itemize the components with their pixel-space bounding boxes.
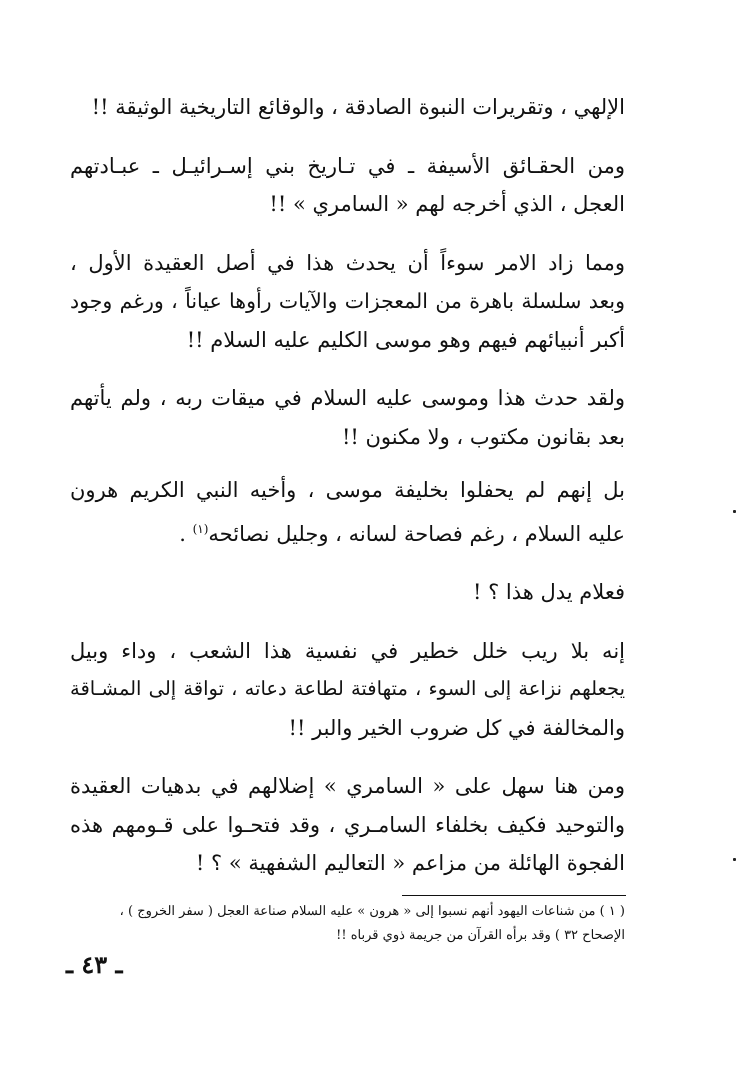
paragraph-line: بل إنهم لم يحفلوا بخليفة موسى ، وأخيه النبي الكريم هرون bbox=[70, 478, 625, 502]
page-number: ـ ٤٣ ـ bbox=[66, 950, 123, 979]
paragraph-line: وبعد سلسلة باهرة من المعجزات والآيات رأوها عياناً ، ورغم وجود bbox=[70, 289, 625, 313]
paragraph-tail: . bbox=[179, 521, 193, 546]
paragraph-6 bbox=[70, 573, 625, 612]
paragraph-line: والتوحيد فكيف بخلفاء السامـري ، وقد فتحـوا على قـومهم هذه bbox=[70, 812, 625, 837]
margin-speck bbox=[733, 858, 736, 861]
margin-speck bbox=[733, 510, 736, 513]
paragraph-line: ومما زاد الامر سوءاً أن يحدث هذا في أصل العقيدة الأول ، bbox=[70, 250, 625, 275]
footnote-line: الإصحاح ٣٢ ) وقد برأه القرآن من جريمة ذوي قرباه !! bbox=[336, 928, 625, 943]
paragraph-2 bbox=[70, 147, 625, 224]
footnote-reference[interactable]: (١) bbox=[192, 521, 209, 536]
paragraph-line: العجل ، الذي أخرجه لهم « السامري » !! bbox=[269, 192, 625, 216]
paragraph-line: الإلهي ، وتقريرات النبوة الصادقة ، والوقائع التاريخية الوثيقة !! bbox=[91, 95, 625, 119]
paragraph-line bbox=[70, 510, 625, 554]
paragraph-line: ومن هنا سهل على « السامري » إضلالهم في بدهيات العقيدة bbox=[70, 774, 625, 798]
paragraph-line: الفجوة الهائلة من مزاعم « التعاليم الشفهية » ؟ ! bbox=[195, 851, 625, 875]
paragraph-line: ولقد حدث هذا وموسى عليه السلام في ميقات ربه ، ولم يأتهم bbox=[70, 386, 625, 410]
paragraph-8 bbox=[70, 767, 625, 883]
paragraph-line: إنه بلا ريب خلل خطير في نفسية هذا الشعب ، وداء وبيل bbox=[70, 638, 625, 663]
paragraph-line: بعد بقانون مكتوب ، ولا مكنون !! bbox=[341, 424, 625, 449]
paragraph-5 bbox=[70, 471, 625, 553]
paragraph-text: عليه السلام ، رغم فصاحة لسانه ، وجليل نصائحه bbox=[208, 521, 625, 546]
page-body bbox=[70, 88, 625, 883]
paragraph-7 bbox=[70, 632, 625, 748]
footnote-divider bbox=[402, 895, 626, 896]
paragraph-line: يجعلهم نزاعة إلى السوء ، متهافتة لطاعة دعاته ، تواقة إلى المشـاقة bbox=[70, 677, 625, 700]
paragraph-line: فعلام يدل هذا ؟ ! bbox=[472, 580, 625, 604]
paragraph-line: أكبر أنبيائهم فيهم وهو موسى الكليم عليه السلام !! bbox=[186, 327, 625, 352]
paragraph-line: والمخالفة في كل ضروب الخير والبر !! bbox=[288, 715, 625, 740]
paragraph-4 bbox=[70, 379, 625, 456]
footnote-line: ( ١ ) من شناعات اليهود أنهم نسبوا إلى « هرون » عليه السلام صناعة العجل ( سفر الخروج ) ، bbox=[119, 904, 625, 919]
footnote bbox=[72, 900, 625, 948]
paragraph-1 bbox=[70, 88, 625, 127]
paragraph-line: ومن الحقـائق الأسيفة ـ في تـاريخ بني إسـرائيـل ـ عبـادتهم bbox=[70, 153, 625, 178]
paragraph-3 bbox=[70, 244, 625, 360]
